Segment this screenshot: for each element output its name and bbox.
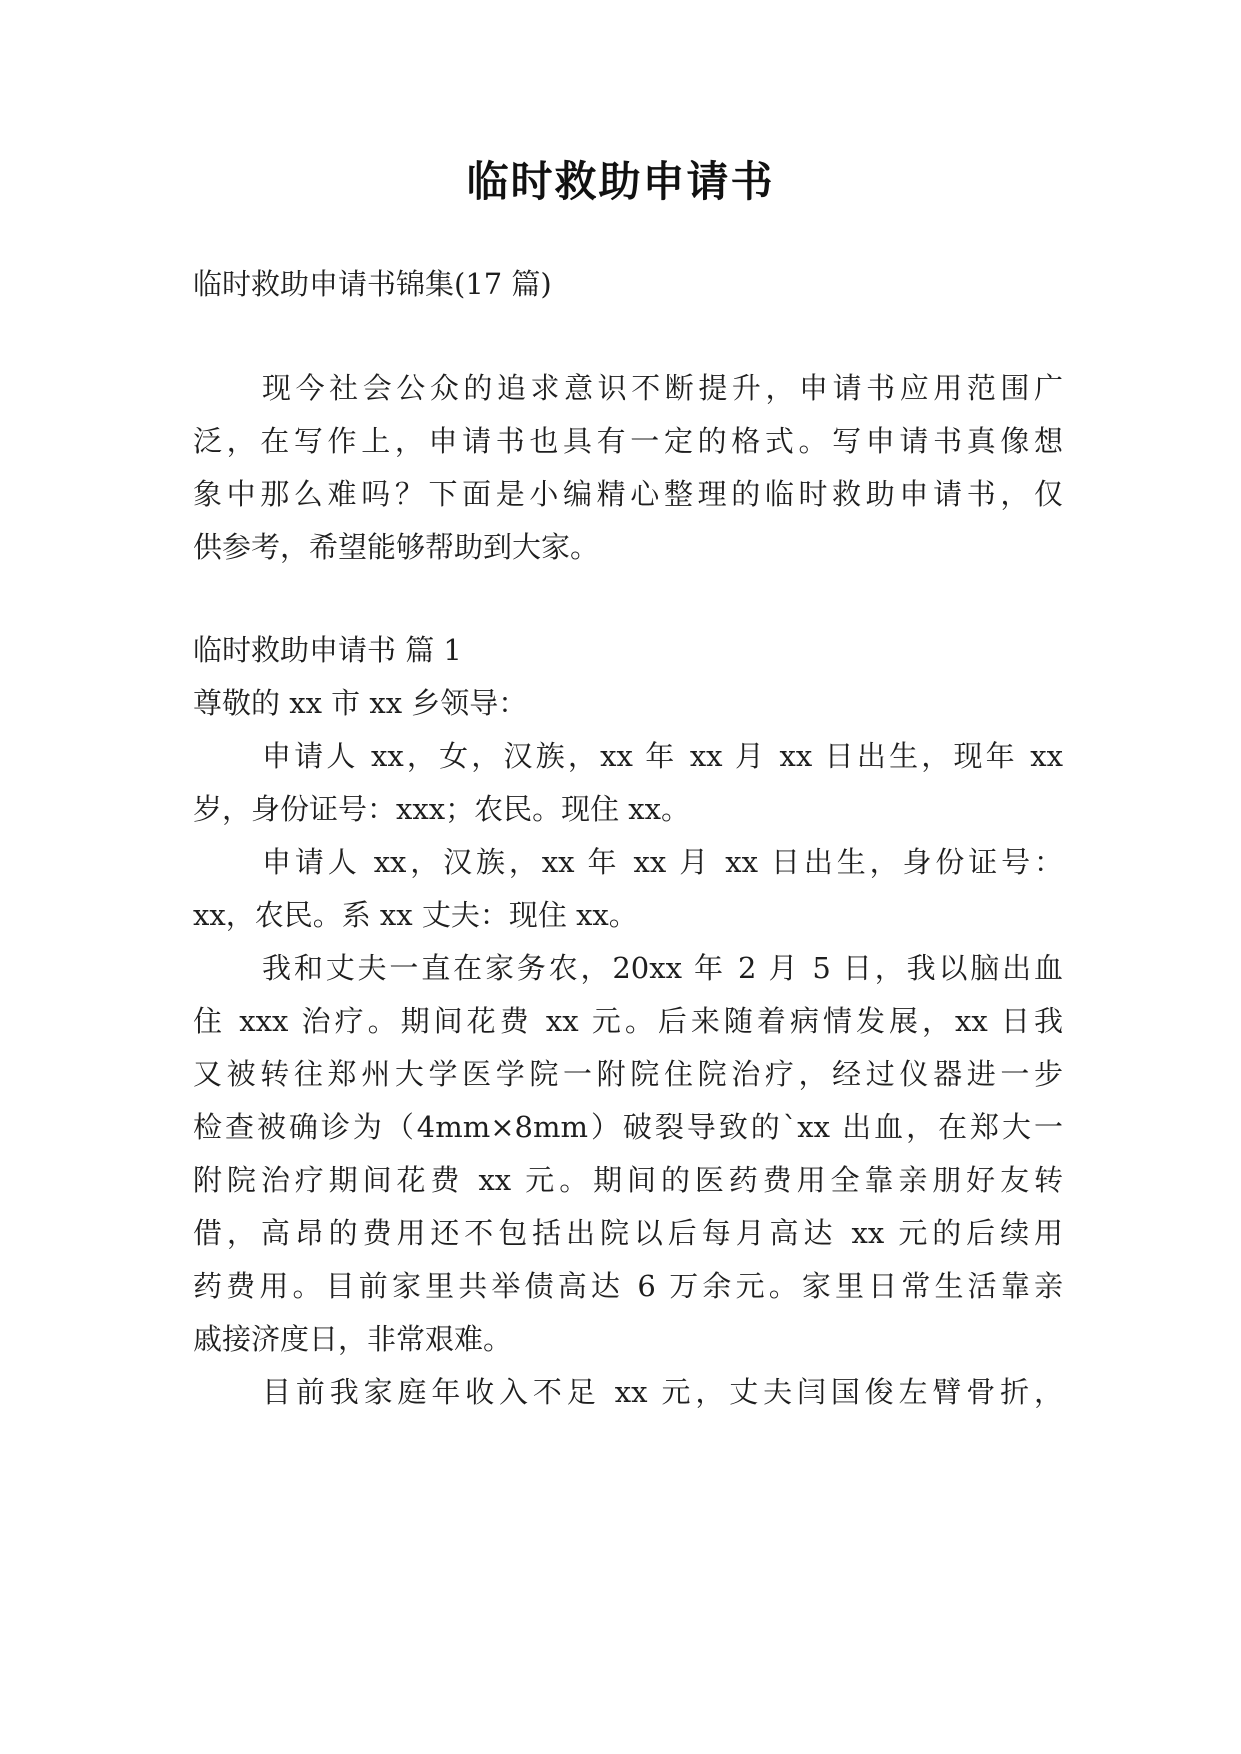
body-line: 戚接济度日，非常艰难。 (193, 1322, 513, 1356)
body-line: 我和丈夫一直在家务农，20xx 年 2 月 5 日，我以脑出血 (262, 951, 1063, 985)
body-line: 药费用。目前家里共举债高达 6 万余元。家里日常生活靠亲 (193, 1269, 1063, 1303)
body-line: 借，高昂的费用还不包括出院以后每月高达 xx 元的后续用 (193, 1216, 1063, 1250)
intro-line: 泛，在写作上，申请书也具有一定的格式。写申请书真像想 (193, 424, 1063, 458)
document-title: 临时救助申请书 (466, 157, 775, 206)
document-subtitle: 临时救助申请书锦集(17 篇) (193, 267, 552, 301)
body-line: 申请人 xx，女，汉族，xx 年 xx 月 xx 日出生，现年 xx (262, 739, 1063, 773)
body-line: 住 xxx 治疗。期间花费 xx 元。后来随着病情发展，xx 日我 (193, 1004, 1063, 1038)
intro-line: 象中那么难吗？下面是小编精心整理的临时救助申请书，仅 (193, 477, 1063, 511)
body-line: 申请人 xx，汉族，xx 年 xx 月 xx 日出生，身份证号： (262, 845, 1063, 879)
body-line: 又被转往郑州大学医学院一附院住院治疗，经过仪器进一步 (193, 1057, 1063, 1091)
body-line: 附院治疗期间花费 xx 元。期间的医药费用全靠亲朋好友转 (193, 1163, 1063, 1197)
salutation: 尊敬的 xx 市 xx 乡领导： (193, 686, 528, 720)
section-heading: 临时救助申请书 篇 1 (193, 633, 462, 667)
body-line: 目前我家庭年收入不足 xx 元，丈夫闫国俊左臂骨折， (262, 1375, 1063, 1409)
body-line: 岁，身份证号：xxx；农民。现住 xx。 (193, 792, 690, 826)
body-line: 检查被确诊为（4mm×8mm）破裂导致的`xx 出血，在郑大一 (193, 1110, 1063, 1144)
intro-line: 供参考，希望能够帮助到大家。 (193, 530, 600, 564)
body-line: xx，农民。系 xx 丈夫：现住 xx。 (193, 898, 638, 932)
intro-line: 现今社会公众的追求意识不断提升，申请书应用范围广 (262, 371, 1063, 405)
